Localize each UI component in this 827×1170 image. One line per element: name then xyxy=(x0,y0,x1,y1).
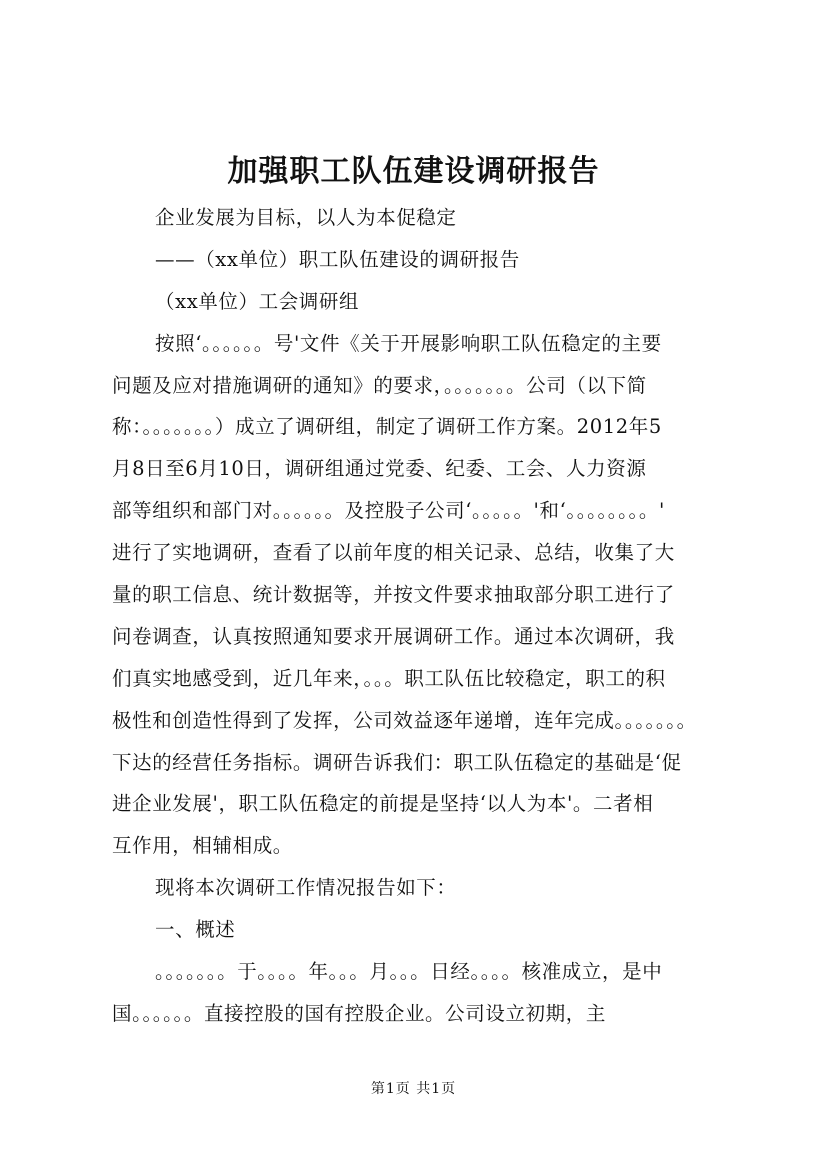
subtitle-line: 企业发展为目标，以人为本促稳定 xyxy=(155,206,457,229)
body-line: 月8日至6月10日，调研组通过党委、纪委、工会、人力资源 xyxy=(112,457,647,480)
body-line: 部等组织和部门对。。。。。。及控股子公司‘。。。。。'和‘。。。。。。。。' xyxy=(112,499,665,522)
author-line: （xx单位）工会调研组 xyxy=(155,290,360,313)
section-heading: 一、概述 xyxy=(155,918,236,941)
page-number-footer: 第1页 共1页 xyxy=(370,1081,457,1097)
body-line: 下达的经营任务指标。调研告诉我们：职工队伍稳定的基础是‘促 xyxy=(112,751,682,774)
body-line: 互作用，相辅相成。 xyxy=(112,834,293,857)
body-line: 按照‘。。。。。。号'文件《关于开展影响职工队伍稳定的主要 xyxy=(155,332,662,355)
body-line: 问题及应对措施调研的通知》的要求，。。。。。。。公司（以下简 xyxy=(112,374,647,397)
body-line: 们真实地感受到，近几年来，。。。职工队伍比较稳定，职工的积 xyxy=(112,667,666,690)
document-title: 加强职工队伍建设调研报告 xyxy=(227,154,600,189)
body-line: 极性和创造性得到了发挥，公司效益逐年递增，连年完成。。。。。。。 xyxy=(112,709,697,732)
body-line: 问卷调查，认真按照通知要求开展调研工作。通过本次调研，我 xyxy=(112,625,675,648)
body-line: 进行了实地调研，查看了以前年度的相关记录、总结，收集了大 xyxy=(112,541,675,564)
body-line: 。。。。。。。于。。。。年。。。月。。。日经。。。。核准成立，是中 xyxy=(155,960,663,983)
body-line: 量的职工信息、统计数据等，并按文件要求抽取部分职工进行了 xyxy=(112,583,675,606)
body-line: 称：。。。。。。。）成立了调研组，制定了调研工作方案。2012年5 xyxy=(112,415,662,438)
body-line: 进企业发展'，职工队伍稳定的前提是坚持‘以人为本'。二者相 xyxy=(112,792,654,815)
body-line: 国。。。。。。直接控股的国有控股企业。公司设立初期，主 xyxy=(112,1002,606,1025)
subtitle-line: ——（xx单位）职工队伍建设的调研报告 xyxy=(155,248,520,271)
body-line: 现将本次调研工作情况报告如下： xyxy=(155,876,457,899)
